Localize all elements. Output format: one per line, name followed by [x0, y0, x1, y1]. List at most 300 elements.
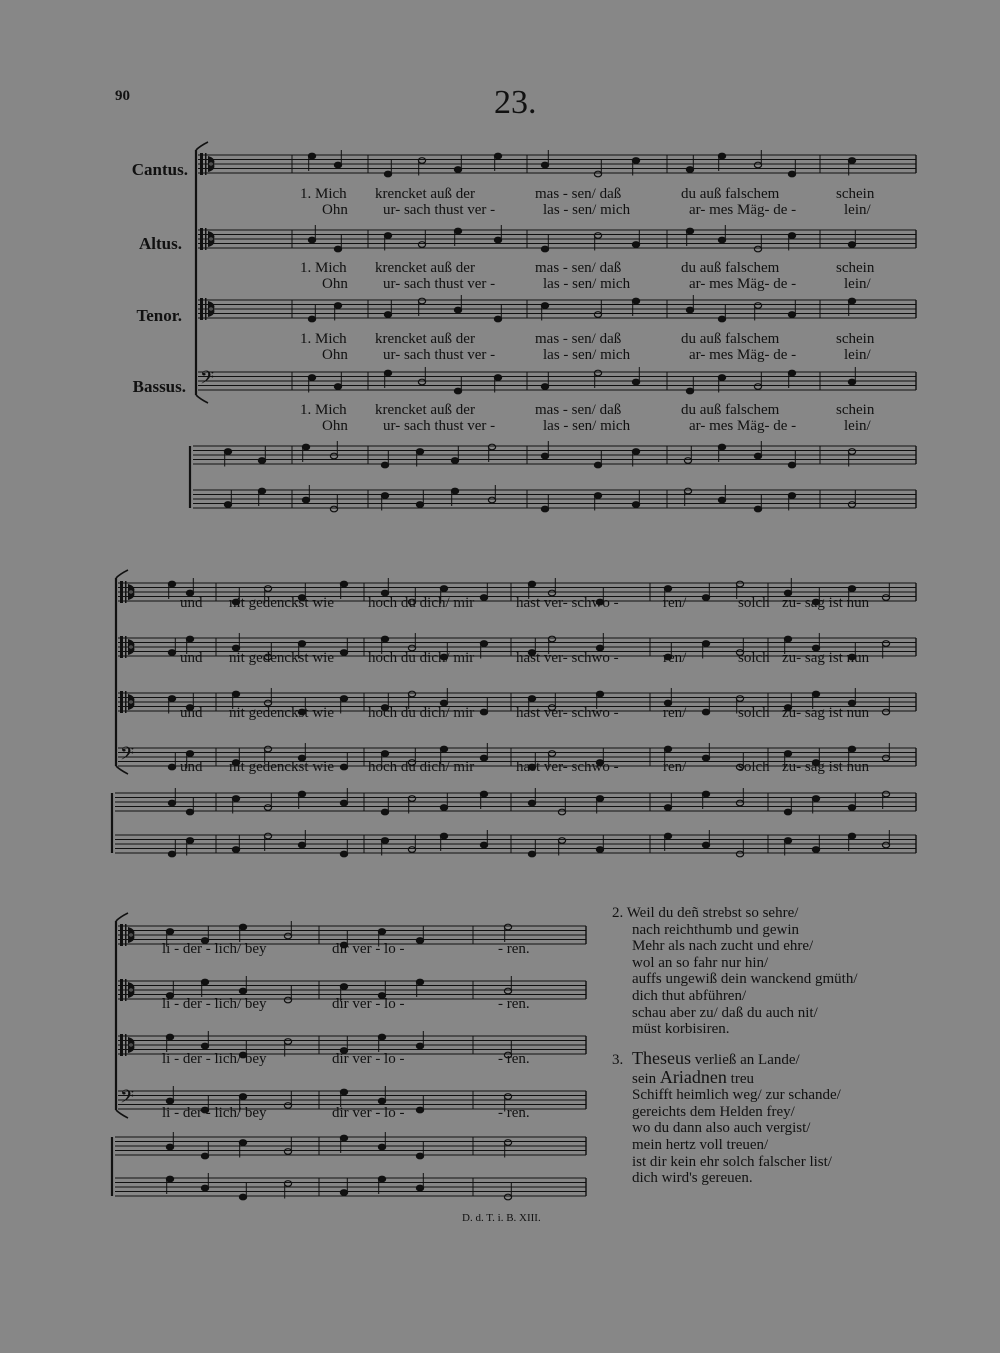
note — [201, 1153, 208, 1159]
system-bracket — [116, 570, 128, 578]
note — [308, 316, 315, 322]
c-clef — [205, 298, 207, 320]
note — [812, 847, 819, 853]
lyric-syllable: solch — [738, 650, 770, 666]
note — [882, 791, 889, 797]
note — [504, 1094, 511, 1100]
note — [558, 838, 565, 844]
lyric-syllable: ur- sach thust ver - — [383, 202, 496, 218]
note — [736, 800, 743, 806]
note — [528, 851, 535, 857]
note — [284, 1103, 291, 1109]
note — [166, 1144, 173, 1150]
verse-text: treu — [730, 1070, 754, 1087]
note — [848, 298, 855, 304]
note — [381, 838, 388, 844]
c-clef — [125, 1034, 127, 1056]
lyric-syllable: ren/ — [663, 705, 687, 721]
note — [480, 842, 487, 848]
note — [330, 453, 337, 459]
note — [664, 805, 671, 811]
c-clef — [200, 228, 203, 250]
note — [264, 805, 271, 811]
lyric-syllable: zu- sag ist nun — [782, 650, 870, 666]
lyric-syllable: schein — [836, 402, 875, 418]
note — [702, 842, 709, 848]
note — [454, 307, 461, 313]
note — [718, 497, 725, 503]
note — [848, 379, 855, 385]
note — [718, 153, 725, 159]
lyric-syllable: Ohn — [322, 347, 348, 363]
lyric-syllable: mas - sen/ daß — [535, 331, 622, 347]
note — [264, 746, 271, 752]
note — [812, 691, 819, 697]
note — [416, 449, 423, 455]
note — [384, 312, 391, 318]
c-clef — [125, 979, 127, 1001]
note — [416, 938, 423, 944]
note — [378, 1034, 385, 1040]
note — [166, 1034, 173, 1040]
c-clef — [120, 636, 123, 658]
verse-3 — [612, 1050, 841, 1187]
verse-line: müst korbisiren. — [632, 1021, 730, 1038]
note — [548, 751, 555, 757]
note — [594, 312, 601, 318]
note — [201, 1185, 208, 1191]
lyric-syllable: - ren. — [498, 1105, 530, 1121]
lyric-syllable: mas - sen/ daß — [535, 402, 622, 418]
verse-line: schau aber zu/ daß du auch nit/ — [632, 1004, 818, 1021]
note — [494, 316, 501, 322]
note — [754, 506, 761, 512]
note — [416, 502, 423, 508]
note — [440, 746, 447, 752]
verse-2 — [612, 905, 858, 1038]
note — [340, 851, 347, 857]
note — [239, 988, 246, 994]
lyric-syllable: nit gedenckst wie — [229, 595, 334, 611]
note — [882, 641, 889, 647]
lyric-syllable: ren/ — [663, 650, 687, 666]
note — [664, 746, 671, 752]
lyric-syllable: li - der - lich/ bey — [162, 941, 267, 957]
note — [594, 493, 601, 499]
note — [166, 1098, 173, 1104]
note — [302, 497, 309, 503]
note — [330, 506, 337, 512]
note — [632, 158, 639, 164]
verse-line: 2. Weil du deñ strebst so sehre/ — [612, 905, 799, 921]
lyric-syllable: - ren. — [498, 941, 530, 957]
lyric-syllable: schein — [836, 331, 875, 347]
system-bracket — [116, 913, 128, 921]
note — [632, 298, 639, 304]
c-clef — [125, 636, 127, 658]
note — [451, 488, 458, 494]
note — [384, 233, 391, 239]
note — [848, 449, 855, 455]
note — [788, 171, 795, 177]
verse-text: verließ an Lande/ — [694, 1052, 800, 1068]
note — [298, 791, 305, 797]
lyric-syllable: ren/ — [663, 759, 687, 775]
lyric-syllable: 1. Mich — [300, 260, 347, 276]
note — [378, 1098, 385, 1104]
c-clef — [120, 924, 123, 946]
verse-line: ist dir kein ehr solch falscher list/ — [632, 1153, 832, 1170]
c-clef — [125, 924, 127, 946]
note — [232, 691, 239, 697]
note — [298, 842, 305, 848]
note — [504, 988, 511, 994]
lyric-syllable: lein/ — [844, 418, 871, 434]
note — [702, 791, 709, 797]
note — [308, 237, 315, 243]
note — [408, 796, 415, 802]
lyric-syllable: - ren. — [498, 1051, 530, 1067]
lyric-syllable: du auß falschem — [681, 186, 780, 202]
note — [594, 171, 601, 177]
lyric-syllable: krencket auß der — [375, 260, 475, 276]
note — [224, 502, 231, 508]
lyric-syllable: las - sen/ mich — [543, 276, 631, 292]
lyric-syllable: hast ver- schwo - — [516, 759, 619, 775]
note — [232, 796, 239, 802]
note — [788, 312, 795, 318]
lyric-syllable: dir ver - lo - — [332, 1051, 405, 1067]
lyric-syllable: solch — [738, 705, 770, 721]
note — [848, 833, 855, 839]
note — [882, 595, 889, 601]
lyric-syllable: schein — [836, 186, 875, 202]
lyric-syllable: las - sen/ mich — [543, 347, 631, 363]
note — [528, 581, 535, 587]
note — [632, 449, 639, 455]
note — [340, 764, 347, 770]
note — [596, 691, 603, 697]
note — [168, 764, 175, 770]
lyric-syllable: hast ver- schwo - — [516, 595, 619, 611]
note — [302, 444, 309, 450]
note — [378, 929, 385, 935]
note — [284, 997, 291, 1003]
note — [632, 379, 639, 385]
note — [528, 800, 535, 806]
note — [166, 1176, 173, 1182]
note — [754, 453, 761, 459]
note — [784, 838, 791, 844]
note — [334, 384, 341, 390]
lyric-syllable: lein/ — [844, 347, 871, 363]
note — [334, 303, 341, 309]
note — [494, 237, 501, 243]
note — [736, 696, 743, 702]
lyric-syllable: mas - sen/ daß — [535, 186, 622, 202]
lyric-syllable: las - sen/ mich — [543, 418, 631, 434]
note — [168, 581, 175, 587]
lyric-syllable: und — [180, 705, 203, 721]
lyric-syllable: du auß falschem — [681, 402, 780, 418]
note — [168, 800, 175, 806]
note — [684, 488, 691, 494]
lyric-syllable: schein — [836, 260, 875, 276]
lyric-syllable: li - der - lich/ bey — [162, 1105, 267, 1121]
note — [548, 636, 555, 642]
lyric-syllable: li - der - lich/ bey — [162, 996, 267, 1012]
note — [239, 1140, 246, 1146]
note — [784, 751, 791, 757]
bass-clef: 𝄢 — [120, 1087, 135, 1112]
note — [664, 833, 671, 839]
note — [736, 851, 743, 857]
verse-line: mein hertz voll treuen/ — [632, 1136, 769, 1153]
note — [686, 228, 693, 234]
note — [340, 984, 347, 990]
note — [784, 636, 791, 642]
note — [381, 809, 388, 815]
lyric-syllable: li - der - lich/ bey — [162, 1051, 267, 1067]
lyric-syllable: ur- sach thust ver - — [383, 347, 496, 363]
lyric-syllable: ur- sach thust ver - — [383, 276, 496, 292]
lyric-syllable: ar- mes Mäg- de - — [689, 418, 797, 434]
note — [596, 796, 603, 802]
c-clef — [200, 298, 203, 320]
note — [384, 171, 391, 177]
note — [718, 316, 725, 322]
note — [686, 167, 693, 173]
page-number: 90 — [115, 88, 130, 104]
voice-label-cantus: Cantus. — [131, 160, 188, 179]
c-clef — [200, 153, 203, 175]
lyric-syllable: hoch du dich/ mir — [368, 705, 475, 721]
note — [848, 586, 855, 592]
verse-text: sein — [632, 1070, 657, 1087]
note — [736, 581, 743, 587]
piece-number: 23. — [494, 84, 537, 121]
note — [264, 586, 271, 592]
lyric-syllable: 1. Mich — [300, 402, 347, 418]
lyric-syllable: ar- mes Mäg- de - — [689, 276, 797, 292]
note — [686, 307, 693, 313]
note — [340, 650, 347, 656]
lyric-syllable: las - sen/ mich — [543, 202, 631, 218]
note — [340, 1089, 347, 1095]
note — [882, 709, 889, 715]
note — [201, 979, 208, 985]
c-clef — [125, 581, 127, 603]
note — [686, 388, 693, 394]
lyric-syllable: ar- mes Mäg- de - — [689, 202, 797, 218]
note — [488, 444, 495, 450]
footer-signature: D. d. T. i. B. XIII. — [462, 1212, 541, 1224]
note — [186, 636, 193, 642]
note — [166, 929, 173, 935]
note — [232, 847, 239, 853]
note — [418, 379, 425, 385]
note — [594, 370, 601, 376]
note — [494, 375, 501, 381]
note — [754, 246, 761, 252]
note — [308, 153, 315, 159]
note — [848, 242, 855, 248]
verse-line: nach reichthumb und gewin — [632, 921, 800, 938]
note — [416, 979, 423, 985]
note — [480, 641, 487, 647]
note — [848, 502, 855, 508]
lyric-syllable: hoch du dich/ mir — [368, 650, 475, 666]
c-clef — [205, 153, 207, 175]
lyric-syllable: mas - sen/ daß — [535, 260, 622, 276]
note — [340, 1135, 347, 1141]
lyric-syllable: du auß falschem — [681, 331, 780, 347]
note — [381, 493, 388, 499]
lyric-syllable: du auß falschem — [681, 260, 780, 276]
note — [284, 933, 291, 939]
note — [812, 796, 819, 802]
note — [702, 755, 709, 761]
c-clef — [120, 581, 123, 603]
note — [594, 233, 601, 239]
note — [168, 650, 175, 656]
note — [298, 641, 305, 647]
note — [340, 800, 347, 806]
note — [594, 462, 601, 468]
note — [384, 370, 391, 376]
verse-word: Theseus — [632, 1048, 691, 1068]
lyric-syllable: 1. Mich — [300, 331, 347, 347]
note — [504, 1140, 511, 1146]
lyric-syllable: zu- sag ist nun — [782, 595, 870, 611]
note — [440, 586, 447, 592]
note — [754, 384, 761, 390]
lyric-syllable: 1. Mich — [300, 186, 347, 202]
note — [480, 791, 487, 797]
lyric-syllable: dir ver - lo - — [332, 996, 405, 1012]
note — [418, 298, 425, 304]
note — [784, 809, 791, 815]
lyric-syllable: krencket auß der — [375, 331, 475, 347]
bass-clef: 𝄢 — [200, 368, 215, 393]
note — [788, 493, 795, 499]
verse-line: Mehr als nach zucht und ehre/ — [632, 938, 814, 955]
note — [488, 497, 495, 503]
note — [418, 242, 425, 248]
lyric-syllable: nit gedenckst wie — [229, 650, 334, 666]
note — [454, 228, 461, 234]
note — [541, 384, 548, 390]
note — [381, 636, 388, 642]
note — [201, 1043, 208, 1049]
note — [718, 237, 725, 243]
lyric-syllable: dir ver - lo - — [332, 1105, 405, 1121]
lyric-syllable: und — [180, 759, 203, 775]
lyric-syllable: und — [180, 650, 203, 666]
lyric-syllable: Ohn — [322, 202, 348, 218]
verse-line: wol an so fahr nur hin/ — [632, 954, 769, 971]
note — [596, 847, 603, 853]
note — [408, 691, 415, 697]
note — [186, 838, 193, 844]
note — [718, 444, 725, 450]
c-clef — [120, 1034, 123, 1056]
note — [416, 1185, 423, 1191]
note — [788, 233, 795, 239]
verse-line: gereichts dem Helden frey/ — [632, 1103, 795, 1120]
lyric-syllable: krencket auß der — [375, 186, 475, 202]
note — [224, 449, 231, 455]
lyric-syllable: zu- sag ist nun — [782, 705, 870, 721]
note — [788, 462, 795, 468]
note — [239, 1094, 246, 1100]
verse-line: dich thut abführen/ — [632, 987, 747, 1004]
note — [504, 924, 511, 930]
note — [480, 595, 487, 601]
note — [340, 581, 347, 587]
lyric-syllable: lein/ — [844, 202, 871, 218]
note — [340, 696, 347, 702]
note — [378, 1144, 385, 1150]
note — [239, 1194, 246, 1200]
note — [848, 746, 855, 752]
note — [440, 805, 447, 811]
lyric-syllable: dir ver - lo - — [332, 941, 405, 957]
note — [454, 167, 461, 173]
note — [754, 303, 761, 309]
note — [541, 506, 548, 512]
note — [418, 158, 425, 164]
note — [416, 1107, 423, 1113]
note — [541, 162, 548, 168]
note — [528, 696, 535, 702]
note — [284, 1181, 291, 1187]
note — [284, 1149, 291, 1155]
lyric-syllable: solch — [738, 595, 770, 611]
note — [480, 709, 487, 715]
note — [684, 458, 691, 464]
note — [186, 751, 193, 757]
lyric-syllable: Ohn — [322, 276, 348, 292]
note — [239, 924, 246, 930]
note — [334, 162, 341, 168]
note — [264, 833, 271, 839]
lyric-syllable: hoch du dich/ mir — [368, 595, 475, 611]
note — [408, 847, 415, 853]
lyric-syllable: nit gedenckst wie — [229, 759, 334, 775]
bass-clef: 𝄢 — [120, 744, 135, 769]
verse-line: Schifft heimlich weg/ zur schande/ — [632, 1087, 841, 1104]
note — [378, 1176, 385, 1182]
verse-word: Ariadnen — [659, 1066, 727, 1087]
note — [882, 842, 889, 848]
note — [284, 1039, 291, 1045]
note — [848, 805, 855, 811]
note — [664, 586, 671, 592]
note — [702, 595, 709, 601]
note — [558, 809, 565, 815]
note — [494, 153, 501, 159]
lyric-syllable: hast ver- schwo - — [516, 650, 619, 666]
note — [788, 370, 795, 376]
c-clef — [205, 228, 207, 250]
note — [632, 242, 639, 248]
lyric-syllable: Ohn — [322, 418, 348, 434]
system-bracket — [196, 142, 208, 150]
note — [381, 462, 388, 468]
note — [718, 375, 725, 381]
voice-label-tenor: Tenor. — [136, 306, 182, 325]
